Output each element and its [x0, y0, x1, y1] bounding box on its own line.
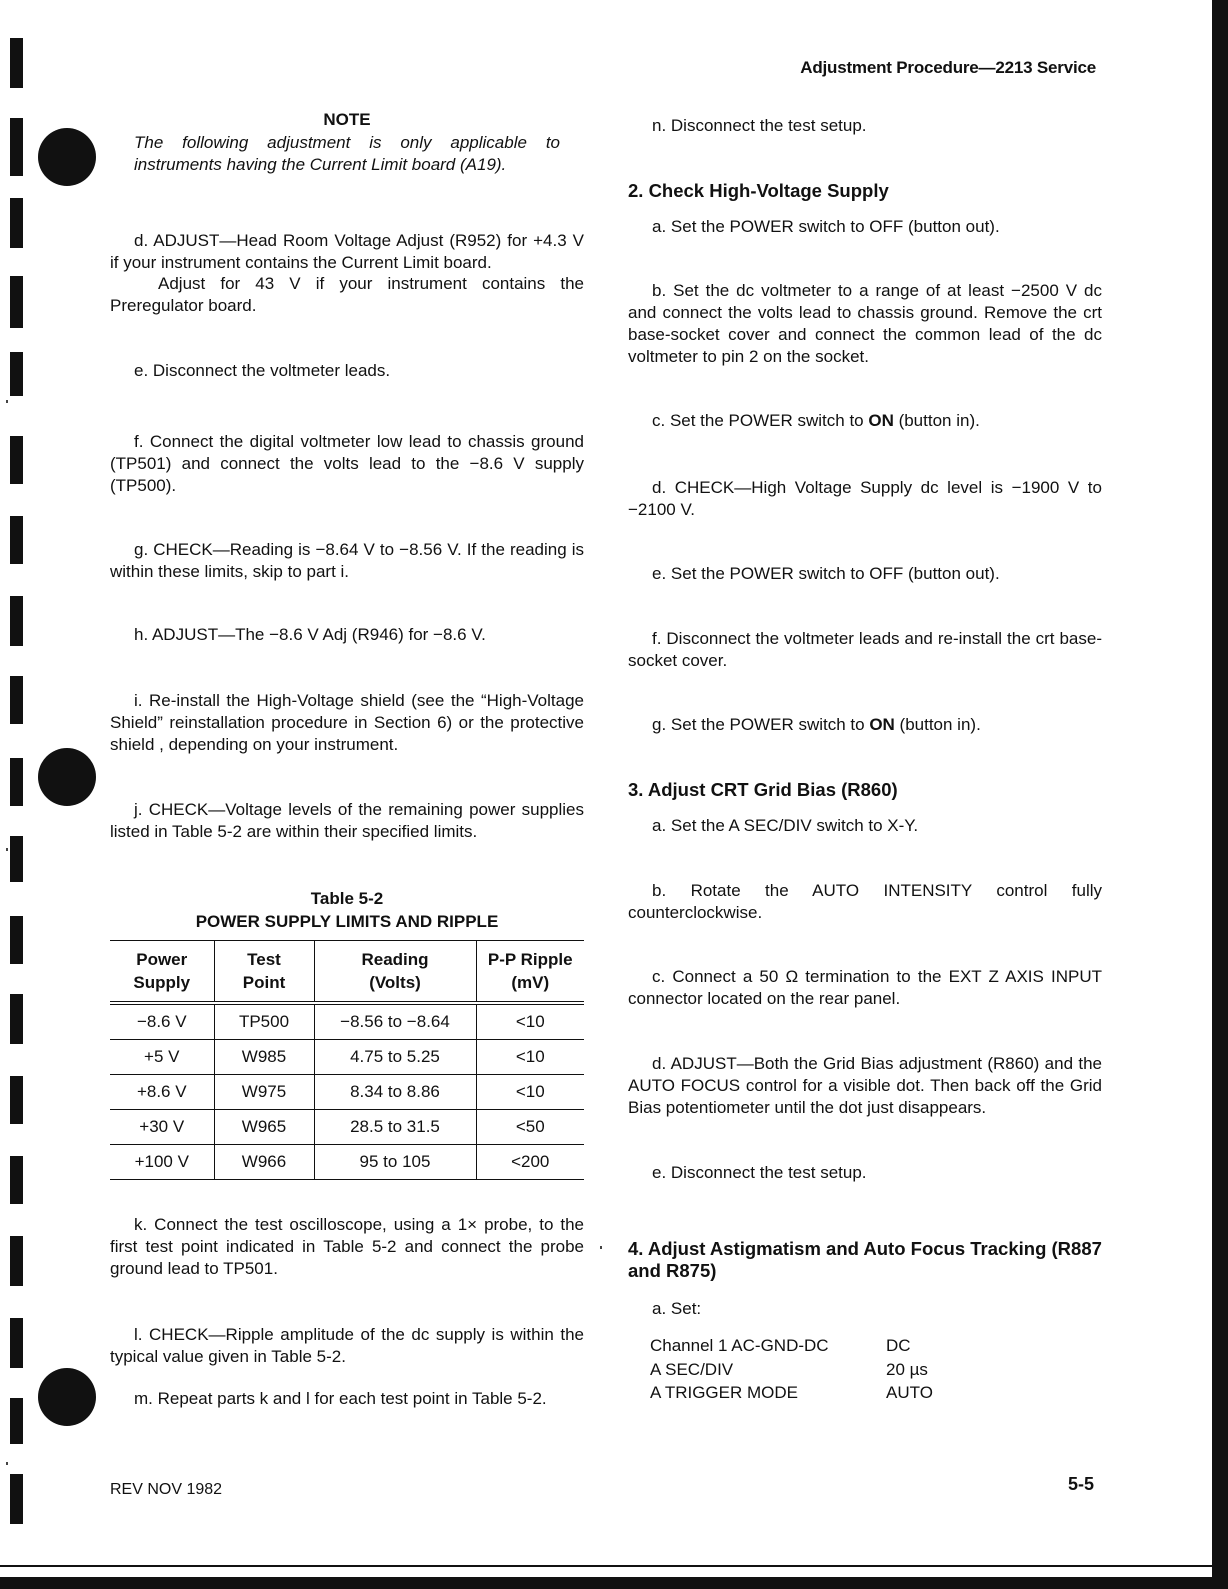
table-cell: −8.56 to −8.64	[314, 1003, 476, 1040]
power-supply-table	[110, 940, 584, 1180]
s3-step-b: b. Rotate the AUTO INTENSITY control fully counterclockwise.	[628, 881, 1102, 922]
table-title: POWER SUPPLY LIMITS AND RIPPLE	[195, 912, 499, 931]
table-cell: W985	[214, 1040, 314, 1075]
binder-strip	[10, 516, 23, 564]
table-cell: +100 V	[110, 1145, 214, 1180]
scan-edge-right	[1212, 0, 1228, 1589]
binder-strip	[10, 436, 23, 484]
binder-strip	[10, 1474, 23, 1524]
step-e-text: e. Disconnect the voltmeter leads.	[134, 361, 391, 380]
binder-strip	[10, 994, 23, 1044]
scan-speck	[600, 1246, 602, 1249]
table-row	[110, 1110, 584, 1145]
binder-strip	[10, 38, 23, 88]
table-cell: +30 V	[110, 1110, 214, 1145]
table-cell: <10	[476, 1003, 584, 1040]
scan-speck	[6, 848, 8, 851]
settings-row	[650, 1381, 1070, 1405]
step-i-text: i. Re-install the High-Voltage shield (see the “High-Voltage Shield” reinstallation procedure in Section 6) or the protective shield , depending on your instrument.	[110, 691, 584, 754]
table-row	[110, 1003, 584, 1040]
table-number: Table 5-2	[310, 889, 384, 908]
table-cell: 4.75 to 5.25	[314, 1040, 476, 1075]
section-4-title: 4. Adjust Astigmatism and Auto Focus Tracking (R887 and R875)	[628, 1238, 1102, 1281]
setting-control: A TRIGGER MODE	[650, 1383, 798, 1402]
binder-strip	[10, 916, 23, 964]
table-cell: 95 to 105	[314, 1145, 476, 1180]
scan-speck	[6, 1462, 8, 1465]
s2-step-b: b. Set the dc voltmeter to a range of at least −2500 V dc and connect the volts lead to chassis ground. Remove the crt base-socket cover and connect the common lead of the dc voltmeter to pin 2 on the socket.	[628, 281, 1102, 366]
table-cell: +8.6 V	[110, 1075, 214, 1110]
step-d-text-2: Adjust for 43 V if your instrument contains the Preregulator board.	[110, 274, 584, 315]
s2-step-a: a. Set the POWER switch to OFF (button out).	[652, 217, 1000, 236]
column-header: P-P Ripple (mV)	[476, 941, 584, 1004]
s2-step-g: g. Set the POWER switch to ON (button in).	[652, 715, 981, 734]
table-cell: 8.34 to 8.86	[314, 1075, 476, 1110]
binder-strip	[10, 1236, 23, 1286]
s2-step-f: f. Disconnect the voltmeter leads and re-install the crt base-socket cover.	[628, 629, 1102, 670]
setting-value: DC	[886, 1336, 911, 1355]
step-m-text: m. Repeat parts k and l for each test point in Table 5-2.	[134, 1389, 547, 1408]
step-g-text: g. CHECK—Reading is −8.64 V to −8.56 V. If the reading is within these limits, skip to part i.	[110, 540, 584, 581]
table-cell: TP500	[214, 1003, 314, 1040]
scan-speck	[6, 400, 8, 403]
table-row	[110, 1145, 584, 1180]
table-cell: +5 V	[110, 1040, 214, 1075]
setting-control: A SEC/DIV	[650, 1359, 734, 1379]
s2-step-d: d. CHECK—High Voltage Supply dc level is −1900 V to −2100 V.	[628, 478, 1102, 519]
table-cell: <200	[476, 1145, 584, 1180]
step-k-text: k. Connect the test oscilloscope, using a 1× probe, to the first test point indicated in Table 5-2 and connect the probe ground lead to TP501.	[110, 1215, 584, 1278]
binder-strip	[10, 676, 23, 724]
step-h-text: h. ADJUST—The −8.6 V Adj (R946) for −8.6 V.	[134, 625, 486, 644]
revision-date: REV NOV 1982	[110, 1481, 223, 1498]
binder-strip	[10, 1318, 23, 1368]
s2-step-e: e. Set the POWER switch to OFF (button out).	[652, 564, 1000, 583]
s3-step-c: c. Connect a 50 Ω termination to the EXT Z AXIS INPUT connector located on the rear panel.	[628, 967, 1102, 1008]
setting-control: Channel 1 AC-GND-DC	[650, 1336, 829, 1355]
table-row	[110, 1075, 584, 1110]
s4-step-a: a. Set:	[652, 1299, 702, 1318]
punch-hole	[38, 1368, 96, 1426]
table-cell: W965	[214, 1110, 314, 1145]
s3-step-e: e. Disconnect the test setup.	[652, 1163, 867, 1182]
section-2-title: 2. Check High-Voltage Supply	[628, 180, 889, 201]
step-d-text: d. ADJUST—Head Room Voltage Adjust (R952) for +4.3 V if your instrument contains the Current Limit board.	[110, 231, 584, 272]
note-text: The following adjustment is only applicable to instruments having the Current Limit board (A19).	[134, 133, 560, 174]
scan-edge-bottom	[0, 1577, 1228, 1589]
table-cell: <50	[476, 1110, 584, 1145]
table-cell: −8.6 V	[110, 1003, 214, 1040]
table-cell: W975	[214, 1075, 314, 1110]
settings-row	[650, 1358, 1070, 1382]
punch-hole	[38, 748, 96, 806]
table-cell: <10	[476, 1075, 584, 1110]
column-header: Reading (Volts)	[314, 941, 476, 1004]
binder-strip	[10, 198, 23, 248]
table-cell: W966	[214, 1145, 314, 1180]
binder-strip	[10, 758, 23, 806]
binder-strip	[10, 1398, 23, 1444]
binder-strip	[10, 118, 23, 176]
section-3-title: 3. Adjust CRT Grid Bias (R860)	[628, 779, 898, 800]
s2-step-c: c. Set the POWER switch to ON (button in).	[652, 411, 980, 430]
s3-step-a: a. Set the A SEC/DIV switch to X-Y.	[652, 816, 919, 835]
table-row	[110, 1040, 584, 1075]
punch-hole	[38, 128, 96, 186]
table-header-row	[110, 941, 584, 1004]
step-n-text: n. Disconnect the test setup.	[652, 116, 867, 135]
table-cell: <10	[476, 1040, 584, 1075]
step-j-text: j. CHECK—Voltage levels of the remaining power supplies listed in Table 5-2 are within their specified limits.	[110, 800, 584, 841]
binder-strip	[10, 276, 23, 328]
setting-value: AUTO	[886, 1383, 933, 1402]
setting-value: 20 µs	[886, 1359, 928, 1379]
running-header: Adjustment Procedure—2213 Service	[800, 58, 1096, 77]
binder-strip	[10, 352, 23, 396]
scan-edge-line	[0, 1565, 1212, 1567]
column-header: Test Point	[214, 941, 314, 1004]
table-cell: 28.5 to 31.5	[314, 1110, 476, 1145]
binder-strip	[10, 1076, 23, 1124]
s3-step-d: d. ADJUST—Both the Grid Bias adjustment (R860) and the AUTO FOCUS control for a visible dot. Then back off the Grid Bias potentiometer until the dot just disappears.	[628, 1054, 1102, 1117]
binder-strip	[10, 1156, 23, 1204]
settings-list	[650, 1334, 1070, 1405]
step-f-text: f. Connect the digital voltmeter low lead to chassis ground (TP501) and connect the volts lead to the −8.6 V supply (TP500).	[110, 432, 584, 495]
note-title: NOTE	[323, 110, 371, 129]
settings-row	[650, 1334, 1070, 1358]
step-l-text: l. CHECK—Ripple amplitude of the dc supply is within the typical value given in Table 5-2.	[110, 1325, 584, 1366]
binder-strip	[10, 596, 23, 646]
page-number: 5-5	[1067, 1474, 1094, 1494]
binder-strip	[10, 836, 23, 882]
column-header: Power Supply	[110, 941, 214, 1004]
